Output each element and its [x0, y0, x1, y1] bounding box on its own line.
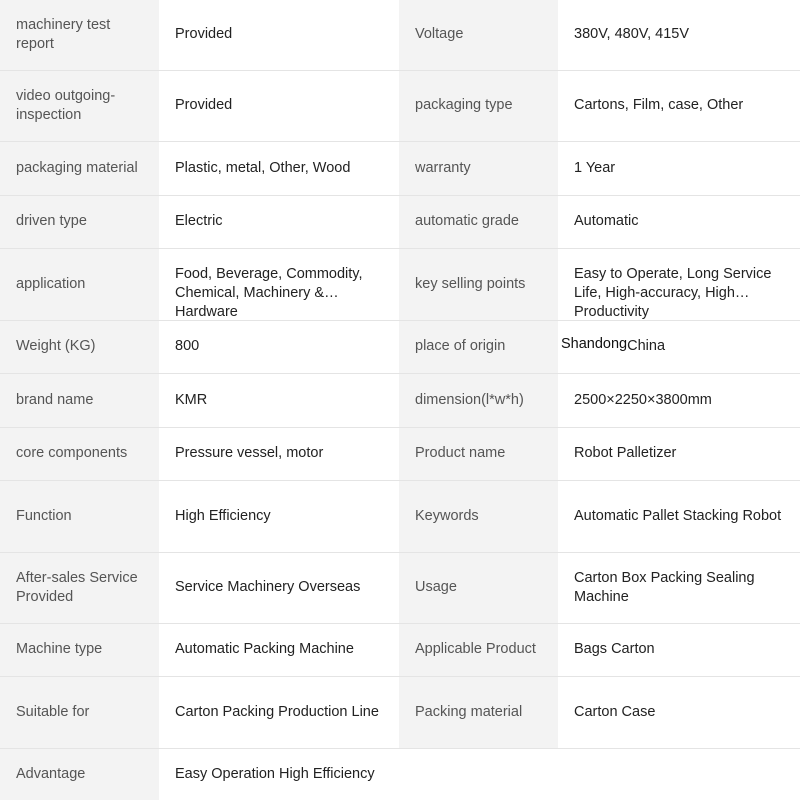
- spec-value: KMR: [159, 373, 399, 427]
- spec-label: Keywords: [399, 480, 558, 552]
- spec-label: video outgoing-inspection: [0, 70, 159, 141]
- table-row: [0, 70, 800, 141]
- origin-country: China: [627, 338, 666, 354]
- spec-label: Function: [0, 480, 159, 552]
- spec-value: Carton Packing Production Line: [159, 676, 399, 748]
- empty-cell: [558, 748, 800, 800]
- spec-value: Carton Case: [558, 676, 800, 748]
- spec-label: key selling points: [399, 248, 558, 320]
- table-row: [0, 748, 800, 800]
- spec-label: driven type: [0, 195, 159, 248]
- spec-label: Suitable for: [0, 676, 159, 748]
- table-row: [0, 0, 800, 70]
- spec-value: Provided: [159, 0, 399, 70]
- table-row: [0, 248, 800, 320]
- spec-value: 800: [159, 320, 399, 373]
- spec-value: Automatic Packing Machine: [159, 623, 399, 676]
- spec-value: Easy Operation High Efficiency: [159, 748, 399, 800]
- spec-label: warranty: [399, 141, 558, 195]
- table-row: [0, 320, 800, 373]
- spec-value: 380V, 480V, 415V: [558, 0, 800, 70]
- spec-label: Advantage: [0, 748, 159, 800]
- spec-value: Electric: [159, 195, 399, 248]
- table-row: [0, 480, 800, 552]
- spec-value: Cartons, Film, case, Other: [558, 70, 800, 141]
- spec-label: Usage: [399, 552, 558, 623]
- spec-value: Pressure vessel, motor: [159, 427, 399, 480]
- spec-label: brand name: [0, 373, 159, 427]
- table-row: [0, 427, 800, 480]
- spec-value-origin: [558, 320, 800, 373]
- spec-label: Product name: [399, 427, 558, 480]
- table-row: [0, 552, 800, 623]
- spec-label: machinery test report: [0, 0, 159, 70]
- spec-label: packaging material: [0, 141, 159, 195]
- spec-label: Applicable Product: [399, 623, 558, 676]
- spec-label: application: [0, 248, 159, 320]
- spec-label: After-sales Service Provided: [0, 552, 159, 623]
- table-row: [0, 195, 800, 248]
- empty-cell: [399, 748, 558, 800]
- spec-value: Automatic: [558, 195, 800, 248]
- spec-value: Easy to Operate, Long Service Life, High-accuracy, High Productivity: [558, 248, 800, 320]
- table-row: [0, 676, 800, 748]
- spec-label: Voltage: [399, 0, 558, 70]
- spec-label: place of origin: [399, 320, 558, 373]
- spec-value: Provided: [159, 70, 399, 141]
- spec-label: automatic grade: [399, 195, 558, 248]
- table-row: [0, 141, 800, 195]
- spec-value: Plastic, metal, Other, Wood: [159, 141, 399, 195]
- spec-value: Automatic Pallet Stacking Robot: [558, 480, 800, 552]
- spec-value: Service Machinery Overseas: [159, 552, 399, 623]
- spec-label: Weight (KG): [0, 320, 159, 373]
- origin-province: Shandong: [561, 336, 628, 352]
- spec-label: core components: [0, 427, 159, 480]
- spec-label: Packing material: [399, 676, 558, 748]
- spec-value: High Efficiency: [159, 480, 399, 552]
- spec-value: Carton Box Packing Sealing Machine: [558, 552, 800, 623]
- spec-label: dimension(l*w*h): [399, 373, 558, 427]
- table-row: [0, 373, 800, 427]
- spec-value: 2500×2250×3800mm: [558, 373, 800, 427]
- spec-value: Food, Beverage, Commodity, Chemical, Machinery & Hardware: [159, 248, 399, 320]
- spec-label: Machine type: [0, 623, 159, 676]
- table-row: [0, 623, 800, 676]
- spec-value: Robot Palletizer: [558, 427, 800, 480]
- spec-value: Bags Carton: [558, 623, 800, 676]
- spec-value: 1 Year: [558, 141, 800, 195]
- spec-label: packaging type: [399, 70, 558, 141]
